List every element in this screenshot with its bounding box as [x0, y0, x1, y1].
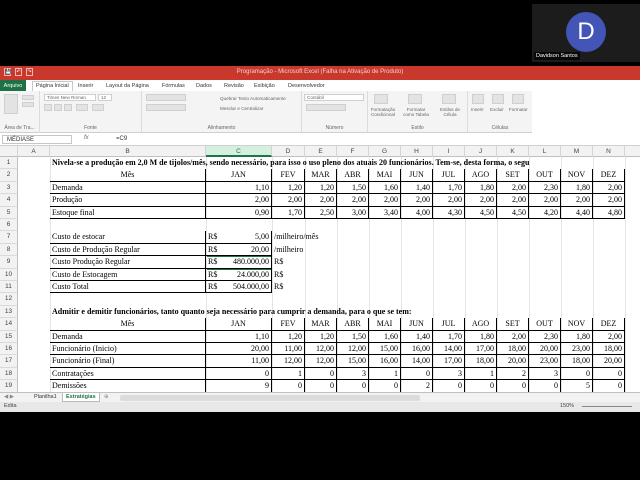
tab-formulas[interactable]: Fórmulas [162, 83, 185, 89]
table-cell[interactable]: 1 [272, 368, 305, 380]
status-mode: Edita [4, 403, 17, 409]
font-name-value: Times New Roman [47, 95, 86, 100]
table-cell[interactable]: 0 [305, 380, 337, 392]
sheet-tab-estrategias[interactable]: Estratégias [62, 393, 100, 402]
row-header-11[interactable]: 11 [0, 281, 18, 293]
column-header-H[interactable]: H [401, 146, 433, 157]
cost-label[interactable]: Custo Total [50, 281, 206, 293]
name-box[interactable]: MÉDIASE [2, 135, 72, 144]
table-cell[interactable]: 2,00 [433, 194, 465, 206]
table-cell[interactable]: 1,60 [369, 331, 401, 343]
cost-currency[interactable]: R$ 20,00 [206, 244, 272, 256]
cost-value: 504.000,00 [233, 282, 269, 291]
cell-styles-button[interactable]: Estilos de Célula [440, 107, 460, 117]
table-cell[interactable]: 3,40 [369, 207, 401, 219]
table-header-month[interactable]: Mês [50, 318, 206, 330]
table-cell[interactable]: 3 [337, 368, 369, 380]
formula-bar [0, 133, 640, 146]
column-header-N[interactable]: N [593, 146, 625, 157]
table-cell[interactable]: 3 [529, 368, 561, 380]
worksheet-grid[interactable] [0, 146, 640, 392]
table-cell[interactable]: 0 [497, 380, 529, 392]
column-header-K[interactable]: K [497, 146, 529, 157]
column-header-D[interactable]: D [272, 146, 305, 157]
cells-group-label: Células [491, 125, 509, 131]
format-cells-button[interactable]: Formatar [509, 107, 528, 112]
cost-label[interactable]: Custo de Produção Regular [50, 244, 206, 256]
row-header-13[interactable]: 13 [0, 306, 18, 318]
month-header[interactable]: SET [497, 318, 529, 330]
indent-buttons[interactable] [146, 104, 186, 111]
table-cell[interactable]: 1,70 [433, 182, 465, 194]
column-header-F[interactable]: F [337, 146, 369, 157]
month-header[interactable]: ABR [337, 318, 369, 330]
table-cell[interactable]: 2 [497, 368, 529, 380]
table-cell[interactable]: 4,40 [561, 207, 593, 219]
font-size-value: 12 [101, 95, 107, 100]
table-cell[interactable]: 2,00 [593, 194, 625, 206]
table-cell[interactable]: 1,40 [401, 182, 433, 194]
column-header-J[interactable]: J [465, 146, 497, 157]
table-cell[interactable]: 0 [433, 380, 465, 392]
tab-review[interactable]: Revisão [224, 83, 244, 89]
save-icon[interactable]: 💾 [5, 69, 12, 75]
table-cell[interactable]: 1,40 [401, 331, 433, 343]
table-cell[interactable]: 15,00 [369, 343, 401, 355]
clipboard-group-label: Área de Tra... [4, 125, 35, 131]
conditional-format-icon[interactable] [374, 94, 388, 104]
table-cell[interactable]: 1,80 [561, 182, 593, 194]
cost-unit[interactable]: /milheiro [274, 244, 304, 254]
table-cell[interactable]: 0 [593, 368, 625, 380]
cost-label[interactable]: Custo de Estocagem [50, 269, 206, 281]
insert-function-icon[interactable]: fx [84, 135, 89, 141]
table-cell[interactable]: 2,00 [561, 194, 593, 206]
table-cell[interactable]: 20,00 [529, 343, 561, 355]
table-cell[interactable]: 4,20 [529, 207, 561, 219]
month-header[interactable]: NOV [561, 169, 593, 181]
row-header-4[interactable]: 4 [0, 194, 18, 206]
table-cell[interactable]: 1,70 [433, 331, 465, 343]
select-all-corner[interactable] [0, 146, 18, 157]
month-header[interactable]: DEZ [593, 169, 625, 181]
cell-styles-icon[interactable] [442, 94, 456, 104]
cost-unit[interactable]: /milheiro/mês [274, 232, 319, 242]
note-title[interactable]: Nivela-se a produção em 2,0 M de tijolos/mês, sendo necessário, para isso o uso pleno dos atuais 20 funcionários. Tem-se, desta forma, o segu [52, 158, 530, 167]
cells-group [468, 91, 532, 133]
row-label[interactable]: Demanda [50, 182, 206, 194]
cost-value: 5,00 [255, 232, 269, 242]
table-cell[interactable]: 18,00 [593, 343, 625, 355]
month-header[interactable]: FEV [272, 169, 305, 181]
row-header-10[interactable]: 10 [0, 269, 18, 281]
delete-cells-button[interactable]: Excluir [490, 107, 504, 112]
row-label[interactable]: Produção [50, 194, 206, 206]
month-header[interactable]: ABR [337, 169, 369, 181]
row-header-12[interactable]: 12 [0, 293, 18, 305]
table-cell[interactable]: 1,10 [206, 331, 272, 343]
row-header-6[interactable]: 6 [0, 219, 18, 231]
column-header-M[interactable]: M [561, 146, 593, 157]
table-cell[interactable]: 0 [465, 380, 497, 392]
font-size-select[interactable] [98, 94, 112, 101]
table-cell[interactable]: 14,00 [433, 343, 465, 355]
cost-label[interactable]: Custo de estocar [50, 231, 206, 243]
table-cell[interactable]: 2,30 [529, 331, 561, 343]
table-cell[interactable]: 1,20 [272, 182, 305, 194]
row-label[interactable]: Funcionário (Inicio) [50, 343, 206, 355]
format-as-table-button[interactable]: Formatar como Tabela [403, 107, 429, 117]
table-header-month[interactable]: Mês [50, 169, 206, 181]
tab-developer[interactable]: Desenvolvedor [288, 83, 325, 89]
webcam-overlay [532, 4, 640, 62]
sheet-nav-arrows-icon[interactable]: ◀ ▶ [4, 394, 14, 400]
format-as-table-icon[interactable] [408, 94, 422, 104]
table-cell[interactable]: 12,00 [305, 355, 337, 367]
table-cell[interactable]: 1 [465, 368, 497, 380]
merge-center-button[interactable]: Mesclar e Centralizar [220, 106, 264, 111]
table-cell[interactable]: 1,20 [272, 331, 305, 343]
sheet-tabs-bar [0, 392, 640, 402]
month-header[interactable]: JUL [433, 169, 465, 181]
horizontal-scrollbar[interactable] [120, 395, 420, 401]
tab-page-layout[interactable]: Layout da Página [106, 83, 149, 89]
column-header-A[interactable]: A [18, 146, 50, 157]
paste-button[interactable] [4, 94, 18, 114]
column-header-B[interactable]: B [50, 146, 206, 157]
table-cell[interactable]: 2,00 [593, 182, 625, 194]
column-headers [0, 146, 640, 157]
table-cell[interactable]: 2,00 [497, 331, 529, 343]
cost-value: 20,00 [251, 244, 269, 254]
delete-cells-icon[interactable] [492, 94, 504, 104]
tab-home[interactable]: Página Inicial [32, 81, 73, 91]
table-cell[interactable]: 0 [337, 380, 369, 392]
month-header[interactable]: OUT [529, 169, 561, 181]
underline-button[interactable] [64, 104, 72, 111]
copy-button[interactable] [22, 102, 34, 107]
excel-window [0, 66, 640, 412]
table-cell[interactable]: 0 [593, 380, 625, 392]
table-cell[interactable]: 1,10 [206, 182, 272, 194]
gridline [625, 157, 626, 392]
table-cell[interactable]: 23,00 [529, 355, 561, 367]
font-group-label: Fonte [84, 125, 97, 131]
table-cell[interactable]: 3,00 [337, 207, 369, 219]
table-cell[interactable]: 5 [561, 380, 593, 392]
tab-insert[interactable]: Inserir [78, 83, 94, 89]
cost-label[interactable]: Custo Produção Regular [50, 256, 206, 268]
month-header[interactable]: AGO [465, 318, 497, 330]
table-cell[interactable]: 0 [305, 368, 337, 380]
styles-group [368, 91, 468, 133]
column-header-I[interactable]: I [433, 146, 465, 157]
table-cell[interactable]: 12,00 [305, 343, 337, 355]
table-cell[interactable]: 4,00 [401, 207, 433, 219]
borders-button[interactable] [76, 104, 88, 111]
window-title: Programação - Microsoft Excel (Falha na Ativação de Produto) [236, 69, 404, 75]
table-cell[interactable]: 1,50 [337, 331, 369, 343]
month-header[interactable]: DEZ [593, 318, 625, 330]
column-header-G[interactable]: G [369, 146, 401, 157]
table-cell[interactable]: 23,00 [561, 343, 593, 355]
italic-button[interactable] [54, 104, 62, 111]
row-header-3[interactable]: 3 [0, 182, 18, 194]
avatar: D [566, 12, 606, 52]
month-header[interactable]: JUN [401, 169, 433, 181]
month-header[interactable]: MAR [305, 169, 337, 181]
table-cell[interactable]: 4,80 [593, 207, 625, 219]
file-tab[interactable]: Arquivo [0, 80, 26, 91]
table-cell[interactable]: 4,50 [465, 207, 497, 219]
table-cell[interactable]: 1,80 [465, 182, 497, 194]
cost-unit[interactable]: R$ [274, 282, 284, 291]
table-cell[interactable]: 11,00 [206, 355, 272, 367]
undo-icon[interactable]: ↶ [16, 69, 21, 75]
sheet-tab-planilha1[interactable]: Planilha1 [34, 394, 57, 400]
zoom-level[interactable]: 150% [560, 403, 575, 409]
row-label[interactable]: Funcionário (Final) [50, 355, 206, 367]
status-bar [0, 402, 640, 412]
row-header-1[interactable]: 1 [0, 157, 18, 169]
table-cell[interactable]: 3 [433, 368, 465, 380]
table-cell[interactable]: 0,90 [206, 207, 272, 219]
column-header-L[interactable]: L [529, 146, 561, 157]
row-label[interactable]: Demanda [50, 331, 206, 343]
table-cell[interactable]: 2,00 [497, 194, 529, 206]
table-cell[interactable]: 2,00 [337, 194, 369, 206]
table-cell[interactable]: 20,00 [593, 355, 625, 367]
table-cell[interactable]: 20,00 [497, 355, 529, 367]
table-cell[interactable]: 2,00 [465, 194, 497, 206]
new-sheet-icon[interactable]: ⊕ [104, 394, 109, 400]
table-cell[interactable]: 2,00 [305, 194, 337, 206]
table-cell[interactable]: 0 [529, 380, 561, 392]
table-cell[interactable]: 1,20 [305, 331, 337, 343]
table-cell[interactable]: 0 [206, 368, 272, 380]
font-group [40, 91, 142, 133]
redo-icon[interactable]: ↷ [27, 69, 32, 75]
table-cell[interactable]: 2,00 [593, 331, 625, 343]
table-cell[interactable]: 11,00 [272, 343, 305, 355]
table-cell[interactable]: 1,20 [305, 182, 337, 194]
cost-value: 480.000,00 [233, 257, 269, 267]
row-header-19[interactable]: 19 [0, 380, 18, 392]
table-cell[interactable]: 17,00 [433, 355, 465, 367]
insert-cells-icon[interactable] [472, 94, 484, 104]
table-cell[interactable]: 2,00 [369, 194, 401, 206]
tab-view[interactable]: Exibição [254, 83, 275, 89]
column-header-E[interactable]: E [305, 146, 337, 157]
formula-input[interactable]: =C9 [116, 136, 128, 142]
table-cell[interactable]: 2 [401, 380, 433, 392]
table-cell[interactable]: 1,60 [369, 182, 401, 194]
clipboard-group [0, 91, 40, 133]
month-header[interactable]: MAI [369, 169, 401, 181]
table-cell[interactable]: 18,00 [465, 355, 497, 367]
month-header[interactable]: FEV [272, 318, 305, 330]
month-header[interactable]: AGO [465, 169, 497, 181]
month-header[interactable]: SET [497, 169, 529, 181]
month-header[interactable]: JAN [206, 318, 272, 330]
cost-currency[interactable]: R$ 24.000,00 [206, 269, 272, 281]
table-cell[interactable]: 2,50 [305, 207, 337, 219]
number-group [302, 91, 368, 133]
table-cell[interactable]: 12,00 [272, 355, 305, 367]
table-cell[interactable]: 1 [369, 368, 401, 380]
conditional-format-button[interactable]: Formatação Condicional [370, 107, 396, 117]
month-header[interactable]: OUT [529, 318, 561, 330]
cost-value: 24.000,00 [237, 269, 269, 279]
row-label[interactable]: Estoque final [50, 207, 206, 219]
table-cell[interactable]: 1,80 [465, 331, 497, 343]
number-format-value: Contábil [307, 95, 324, 100]
row-header-7[interactable]: 7 [0, 231, 18, 243]
row-header-15[interactable]: 15 [0, 331, 18, 343]
table-cell[interactable]: 2,00 [401, 194, 433, 206]
table-cell[interactable]: 2,00 [529, 194, 561, 206]
row-header-8[interactable]: 8 [0, 244, 18, 256]
table-cell[interactable]: 18,00 [561, 355, 593, 367]
month-header[interactable]: MAR [305, 318, 337, 330]
bold-button[interactable] [44, 104, 52, 111]
styles-group-label: Estilo [411, 125, 424, 131]
fill-color-button[interactable] [92, 104, 104, 111]
table-cell[interactable]: 0 [272, 380, 305, 392]
table-cell[interactable]: 2,00 [272, 194, 305, 206]
table-cell[interactable]: 1,80 [561, 331, 593, 343]
table-cell[interactable]: 12,00 [337, 343, 369, 355]
format-cells-icon[interactable] [512, 94, 524, 104]
wrap-text-button[interactable]: Quebrar Texto Automaticamente [220, 96, 286, 101]
month-header[interactable]: JUL [433, 318, 465, 330]
table-cell[interactable]: 15,00 [337, 355, 369, 367]
insert-cells-button[interactable]: Inserir [471, 107, 484, 112]
number-style-buttons[interactable] [306, 104, 346, 111]
table-cell[interactable]: 2,00 [497, 182, 529, 194]
align-buttons[interactable] [146, 94, 186, 101]
table-cell[interactable]: 14,00 [401, 355, 433, 367]
number-format-select[interactable] [304, 94, 364, 101]
cut-button[interactable] [22, 95, 34, 100]
ribbon [0, 91, 532, 133]
table-cell[interactable]: 20,00 [206, 343, 272, 355]
table-cell[interactable]: 4,30 [433, 207, 465, 219]
table-cell[interactable]: 9 [206, 380, 272, 392]
row-header-9[interactable]: 9 [0, 256, 18, 268]
note-heading[interactable]: Admitir e demitir funcionários, tanto quanto seja necessário para cumprir a demanda, para o que se tem: [52, 306, 412, 316]
tab-data[interactable]: Dados [196, 83, 212, 89]
row-label[interactable]: Demissões [50, 380, 206, 392]
month-header[interactable]: JAN [206, 169, 272, 181]
cost-currency[interactable]: R$ 480.000,00 [206, 256, 272, 268]
cost-unit[interactable]: R$ [274, 269, 284, 279]
month-header[interactable]: NOV [561, 318, 593, 330]
row-header-14[interactable]: 14 [0, 318, 18, 330]
month-header[interactable]: JUN [401, 318, 433, 330]
table-cell[interactable]: 0 [401, 368, 433, 380]
column-header-C[interactable]: C [206, 146, 272, 157]
table-cell[interactable]: 16,00 [401, 343, 433, 355]
table-cell[interactable]: 16,00 [369, 355, 401, 367]
table-cell[interactable]: 2,00 [206, 194, 272, 206]
zoom-slider[interactable] [582, 406, 632, 407]
row-header-17[interactable]: 17 [0, 355, 18, 367]
row-label[interactable]: Contratações [50, 368, 206, 380]
alignment-group [142, 91, 302, 133]
alignment-group-label: Alinhamento [207, 125, 236, 131]
title-bar [0, 66, 640, 80]
webcam-name: Davidson Santos [536, 53, 578, 59]
month-header[interactable]: MAI [369, 318, 401, 330]
font-name-select[interactable] [44, 94, 96, 101]
cost-unit[interactable]: R$ [274, 257, 284, 267]
cost-currency[interactable]: R$ 504.000,00 [206, 281, 272, 293]
row-header-5[interactable]: 5 [0, 207, 18, 219]
table-cell[interactable]: 1,70 [272, 207, 305, 219]
table-cell[interactable]: 0 [561, 368, 593, 380]
table-cell[interactable]: 2,30 [529, 182, 561, 194]
table-cell[interactable]: 0 [369, 380, 401, 392]
row-header-2[interactable]: 2 [0, 169, 18, 181]
row-header-16[interactable]: 16 [0, 343, 18, 355]
number-group-label: Número [325, 125, 344, 131]
table-cell[interactable]: 17,00 [465, 343, 497, 355]
table-cell[interactable]: 1,50 [337, 182, 369, 194]
table-cell[interactable]: 18,00 [497, 343, 529, 355]
table-cell[interactable]: 4,50 [497, 207, 529, 219]
ribbon-tabs [0, 80, 532, 91]
cost-currency[interactable]: R$ 5,00 [206, 231, 272, 243]
row-header-18[interactable]: 18 [0, 368, 18, 380]
